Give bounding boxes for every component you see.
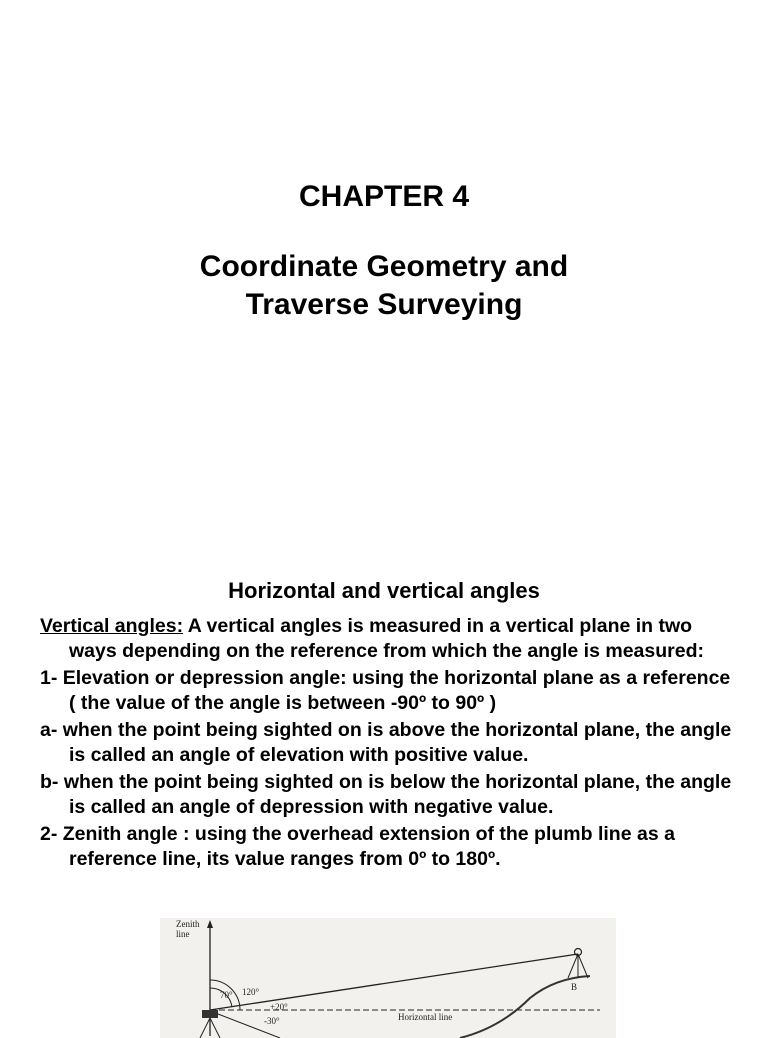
chapter-subtitle (0, 248, 768, 324)
vertical-angles-label: Vertical angles: (40, 615, 184, 637)
item-1: 1- Elevation or depression angle: using the horizontal plane as a reference ( the value of the angle is between -90º to 90º ) (40, 667, 731, 714)
vertical-angles-paragraph (40, 614, 740, 663)
sight-line (210, 954, 578, 1010)
zenith-label-2: line (176, 929, 190, 939)
item-b: b- when the point being sighted on is below the horizontal plane, the angle is called an angle of depression with negative value. (40, 771, 732, 818)
angle-minus30-label: -30° (264, 1016, 280, 1026)
tripod-leg-left (568, 954, 578, 978)
chapter-heading: CHAPTER 4 (298, 180, 470, 213)
horizontal-line-label: Horizontal line (398, 1012, 453, 1022)
angles-slide (0, 570, 768, 1024)
vertical-angles-text: A vertical angles is measured in a vertical plane in two ways depending on the reference from which the angle is measured: (69, 615, 704, 662)
point-b-label: B (571, 982, 578, 992)
section-title: Horizontal and vertical angles (228, 578, 540, 603)
angle-70-label: 70° (220, 990, 233, 1000)
item-a: a- when the point being sighted on is above the horizontal plane, the angle is called an angle of elevation with positive value. (40, 719, 732, 766)
slide-body (40, 614, 740, 874)
subtitle-line-1: Coordinate Geometry and (199, 250, 569, 283)
angle-diagram-svg (160, 918, 616, 1038)
tripod-leg-right (578, 954, 588, 978)
instrument-leg-left (200, 1018, 210, 1038)
zenith-arrow (207, 920, 213, 928)
angle-diagram (160, 918, 616, 1038)
item-2: 2- Zenith angle : using the overhead extension of the plumb line as a reference line, its value ranges from 0º to 180º. (40, 823, 675, 870)
instrument (202, 1010, 218, 1018)
angle-120-label: 120° (242, 987, 260, 997)
zenith-label-1: Zenith (176, 919, 200, 929)
angle-plus20-label: +20° (270, 1002, 288, 1012)
subtitle-line-2: Traverse Surveying (245, 288, 523, 321)
instrument-leg-right (210, 1018, 220, 1038)
